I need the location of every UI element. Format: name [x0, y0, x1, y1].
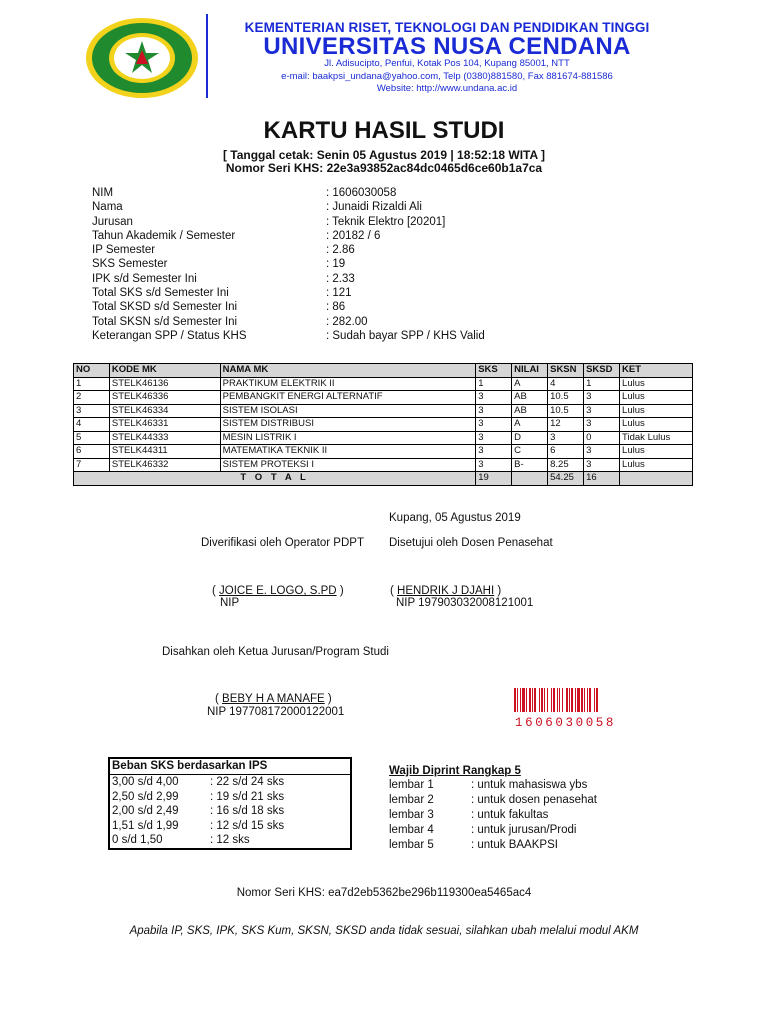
table-cell: SISTEM PROTEKSI I — [220, 458, 476, 472]
table-cell: 1 — [584, 377, 620, 391]
total-sksd: 16 — [584, 472, 620, 486]
info-label: Tahun Akademik / Semester — [92, 229, 236, 242]
total-ket — [620, 472, 693, 486]
sks-load-row — [110, 790, 350, 805]
sks-load-title: Beban SKS berdasarkan IPS — [110, 759, 350, 775]
table-cell: B- — [512, 458, 548, 472]
sks-load-row — [110, 819, 350, 834]
serial-number-bottom: Nomor Seri KHS: ea7d2eb5362be296b119300ea5465ac4 — [236, 887, 532, 899]
advisor-signature: ( HENDRIK J DJAHI ) — [390, 585, 502, 597]
print-copies-title: Wajib Diprint Rangkap 5 — [389, 765, 521, 777]
table-cell: MATEMATIKA TEKNIK II — [220, 445, 476, 459]
table-cell: 3 — [584, 418, 620, 432]
table-cell: 3 — [476, 445, 512, 459]
column-header: NILAI — [512, 364, 548, 378]
copy-sheet: lembar 1 — [389, 779, 434, 791]
table-cell: STELK44333 — [109, 431, 220, 445]
info-label: SKS Semester — [92, 258, 168, 271]
info-row — [92, 215, 485, 229]
ips-range: 2,50 s/d 2,99 — [112, 790, 179, 803]
table-cell: 3 — [476, 418, 512, 432]
barcode-bar — [594, 688, 595, 712]
info-value: : 1606030058 — [326, 187, 397, 199]
table-cell: 10.5 — [548, 404, 584, 418]
table-cell: A — [512, 418, 548, 432]
print-copies — [389, 765, 597, 853]
table-row — [74, 445, 693, 459]
table-cell: 7 — [74, 458, 110, 472]
barcode-bar — [544, 688, 545, 712]
table-cell: 12 — [548, 418, 584, 432]
table-cell: PRAKTIKUM ELEKTRIK II — [220, 377, 476, 391]
column-header: SKS — [476, 364, 512, 378]
info-label: Total SKSN s/d Semester Ini — [92, 315, 238, 328]
ips-range: 3,00 s/d 4,00 — [112, 776, 179, 788]
info-label: NIM — [92, 187, 114, 199]
copy-purpose: : untuk dosen penasehat — [471, 794, 597, 806]
info-value: : 121 — [326, 287, 352, 300]
column-header: SKSD — [584, 364, 620, 378]
table-cell: 4 — [74, 418, 110, 432]
info-value: : 282.00 — [326, 315, 368, 328]
barcode-bar — [520, 688, 521, 712]
table-row — [74, 458, 693, 472]
barcode-bar — [522, 688, 525, 712]
table-header-row — [74, 364, 693, 378]
column-header: NAMA MK — [220, 364, 476, 378]
table-cell: PEMBANGKIT ENERGI ALTERNATIF — [220, 391, 476, 405]
barcode-bar — [557, 688, 558, 712]
table-cell: 1 — [74, 377, 110, 391]
address: Jl. Adisucipto, Penfui, Kotak Pos 104, Kupang 85001, NTT — [324, 58, 570, 69]
barcode-bar — [547, 688, 548, 712]
column-header: SKSN — [548, 364, 584, 378]
table-cell: STELK46336 — [109, 391, 220, 405]
copy-row — [389, 778, 597, 793]
total-sks: 19 — [476, 472, 512, 486]
sks-range: : 16 s/d 18 sks — [210, 805, 285, 817]
info-row — [92, 315, 485, 329]
table-cell: STELK46334 — [109, 404, 220, 418]
table-cell: STELK44311 — [109, 445, 220, 459]
table-cell: D — [512, 431, 548, 445]
approved-by: Disetujui oleh Dosen Penasehat — [389, 537, 553, 549]
table-cell: Lulus — [620, 404, 693, 418]
barcode-bar — [589, 688, 591, 712]
table-cell: SISTEM ISOLASI — [220, 404, 476, 418]
ratified-by: Disahkan oleh Ketua Jurusan/Program Studi — [162, 646, 389, 658]
info-label: Nama — [92, 201, 123, 214]
barcode-bar — [529, 688, 531, 712]
table-cell: 5 — [74, 431, 110, 445]
info-value: : Teknik Elektro [20201] — [326, 215, 446, 228]
column-header: NO — [74, 364, 110, 378]
copy-row — [389, 808, 597, 823]
table-total-row — [74, 472, 693, 486]
table-cell: Lulus — [620, 391, 693, 405]
barcode-bar — [587, 688, 588, 712]
barcode-bar — [551, 688, 552, 712]
info-label: IP Semester — [92, 244, 156, 257]
barcode-bar — [534, 688, 536, 712]
table-cell: AB — [512, 404, 548, 418]
head-name: BEBY H A MANAFE — [222, 693, 325, 705]
table-cell: 3 — [584, 445, 620, 459]
info-row — [92, 329, 485, 343]
operator-signature: ( JOICE E. LOGO, S.PD ) — [212, 585, 344, 597]
table-cell: 4 — [548, 377, 584, 391]
copy-purpose: : untuk BAAKPSI — [471, 839, 558, 851]
copy-purpose: : untuk mahasiswa ybs — [471, 779, 588, 791]
info-value: : 2.86 — [326, 244, 355, 257]
table-cell: 3 — [74, 404, 110, 418]
table-row — [74, 391, 693, 405]
head-nip: NIP 197708172000122001 — [207, 706, 345, 718]
copy-sheet: lembar 5 — [389, 839, 434, 851]
sks-load-row — [110, 833, 350, 848]
table-cell: 3 — [584, 404, 620, 418]
total-sksn: 54.25 — [548, 472, 584, 486]
contact: e-mail: baakpsi_undana@yahoo.com, Telp (0380)881580, Fax 881674-881586 — [281, 70, 613, 82]
table-cell: 3 — [476, 404, 512, 418]
sks-range: : 12 sks — [210, 834, 250, 846]
sks-load-table — [108, 757, 352, 850]
table-cell: A — [512, 377, 548, 391]
copy-sheet: lembar 3 — [389, 809, 434, 821]
copy-row — [389, 838, 597, 853]
table-cell: 3 — [584, 391, 620, 405]
total-label: T O T A L — [74, 472, 476, 486]
table-cell: STELK46331 — [109, 418, 220, 432]
barcode-bar — [577, 688, 580, 712]
sks-range: : 12 s/d 15 sks — [210, 819, 285, 832]
table-row — [74, 418, 693, 432]
info-value: : Junaidi Rizaldi Ali — [326, 201, 422, 214]
table-cell: SISTEM DISTRIBUSI — [220, 418, 476, 432]
university-name: UNIVERSITAS NUSA CENDANA — [263, 33, 631, 60]
table-cell: Lulus — [620, 458, 693, 472]
operator-nip: NIP — [220, 597, 240, 609]
advisor-nip: NIP 197903032008121001 — [396, 597, 534, 609]
barcode-bars — [512, 688, 636, 712]
sks-load-row — [110, 804, 350, 819]
column-header: KET — [620, 364, 693, 378]
barcode — [512, 688, 636, 730]
barcode-bar — [532, 688, 533, 712]
copy-purpose: : untuk jurusan/Prodi — [471, 824, 577, 836]
barcode-number: 1606030058 — [515, 716, 617, 730]
table-cell: Lulus — [620, 377, 693, 391]
university-contact — [212, 58, 682, 96]
sks-range: : 22 s/d 24 sks — [210, 776, 285, 788]
table-cell: 8.25 — [548, 458, 584, 472]
info-row — [92, 257, 485, 271]
verified-by: Diverifikasi oleh Operator PDPT — [201, 537, 364, 549]
info-label: Keterangan SPP / Status KHS — [92, 329, 247, 342]
table-cell: 0 — [584, 431, 620, 445]
copy-sheet: lembar 4 — [389, 824, 434, 836]
info-row — [92, 243, 485, 257]
table-cell: STELK46332 — [109, 458, 220, 472]
info-value: : Sudah bayar SPP / KHS Valid — [326, 329, 485, 342]
table-cell: 3 — [476, 391, 512, 405]
table-cell: C — [512, 445, 548, 459]
barcode-bar — [559, 688, 560, 712]
serial-number-top: Nomor Seri KHS: 22e3a93852ac84dc0465d6ce60b1a7ca — [225, 161, 543, 175]
barcode-bar — [575, 688, 576, 712]
column-header: KODE MK — [109, 364, 220, 378]
sks-load-row — [110, 775, 350, 790]
table-row — [74, 431, 693, 445]
info-row — [92, 186, 485, 200]
info-value: : 20182 / 6 — [326, 229, 381, 242]
head-signature: ( BEBY H A MANAFE ) — [215, 693, 332, 705]
barcode-bar — [566, 688, 568, 712]
barcode-bar — [553, 688, 555, 712]
info-value: : 19 — [326, 258, 346, 271]
header-divider — [206, 14, 208, 98]
course-table — [73, 363, 693, 486]
copy-purpose: : untuk fakultas — [471, 809, 549, 821]
advisor-name: HENDRIK J DJAHI — [397, 585, 495, 597]
table-cell: 3 — [476, 431, 512, 445]
ips-range: 1,51 s/d 1,99 — [112, 819, 179, 832]
barcode-bar — [581, 688, 583, 712]
ips-range: 0 s/d 1,50 — [112, 834, 163, 846]
copy-sheet: lembar 2 — [389, 794, 434, 806]
info-value: : 86 — [326, 301, 346, 314]
table-cell: Lulus — [620, 418, 693, 432]
barcode-bar — [571, 688, 573, 712]
barcode-bar — [517, 688, 518, 712]
table-row — [74, 404, 693, 418]
footer-note: Apabila IP, SKS, IPK, SKS Kum, SKSN, SKSD anda tidak sesuai, silahkan ubah melalui modul AKM — [129, 925, 639, 937]
table-cell: 6 — [548, 445, 584, 459]
operator-name: JOICE E. LOGO, S.PD — [219, 585, 337, 597]
student-info — [92, 186, 485, 343]
info-row — [92, 300, 485, 314]
info-label: IPK s/d Semester Ini — [92, 272, 197, 285]
info-row — [92, 200, 485, 214]
copy-row — [389, 793, 597, 808]
table-row — [74, 377, 693, 391]
table-cell: STELK46136 — [109, 377, 220, 391]
barcode-bar — [596, 688, 598, 712]
barcode-bar — [584, 688, 585, 712]
print-date: [ Tanggal cetak: Senin 05 Agustus 2019 | 18:52:18 WITA ] — [222, 148, 546, 162]
table-cell: 3 — [476, 458, 512, 472]
ips-range: 2,00 s/d 2,49 — [112, 805, 179, 817]
barcode-bar — [569, 688, 570, 712]
ministry-name: KEMENTERIAN RISET, TEKNOLOGI DAN PENDIDIKAN TINGGI — [244, 20, 650, 35]
info-row — [92, 286, 485, 300]
table-cell: 1 — [476, 377, 512, 391]
info-label: Total SKS s/d Semester Ini — [92, 287, 229, 300]
sks-range: : 19 s/d 21 sks — [210, 790, 285, 803]
total-nilai — [512, 472, 548, 486]
info-label: Jurusan — [92, 215, 133, 228]
table-cell: MESIN LISTRIK I — [220, 431, 476, 445]
info-value: : 2.33 — [326, 272, 355, 285]
table-cell: AB — [512, 391, 548, 405]
info-row — [92, 272, 485, 286]
barcode-bar — [526, 688, 527, 712]
table-cell: Tidak Lulus — [620, 431, 693, 445]
barcode-bar — [541, 688, 543, 712]
table-cell: 3 — [584, 458, 620, 472]
copy-row — [389, 823, 597, 838]
table-cell: 10.5 — [548, 391, 584, 405]
info-row — [92, 229, 485, 243]
document-title: KARTU HASIL STUDI — [263, 117, 505, 144]
info-label: Total SKSD s/d Semester Ini — [92, 301, 238, 314]
website: Website: http://www.undana.ac.id — [376, 83, 518, 94]
table-cell: 3 — [548, 431, 584, 445]
barcode-bar — [539, 688, 540, 712]
university-logo — [84, 16, 200, 100]
place-date: Kupang, 05 Agustus 2019 — [389, 512, 521, 524]
table-cell: 2 — [74, 391, 110, 405]
barcode-bar — [562, 688, 563, 712]
barcode-bar — [514, 688, 516, 712]
table-cell: 6 — [74, 445, 110, 459]
table-cell: Lulus — [620, 445, 693, 459]
